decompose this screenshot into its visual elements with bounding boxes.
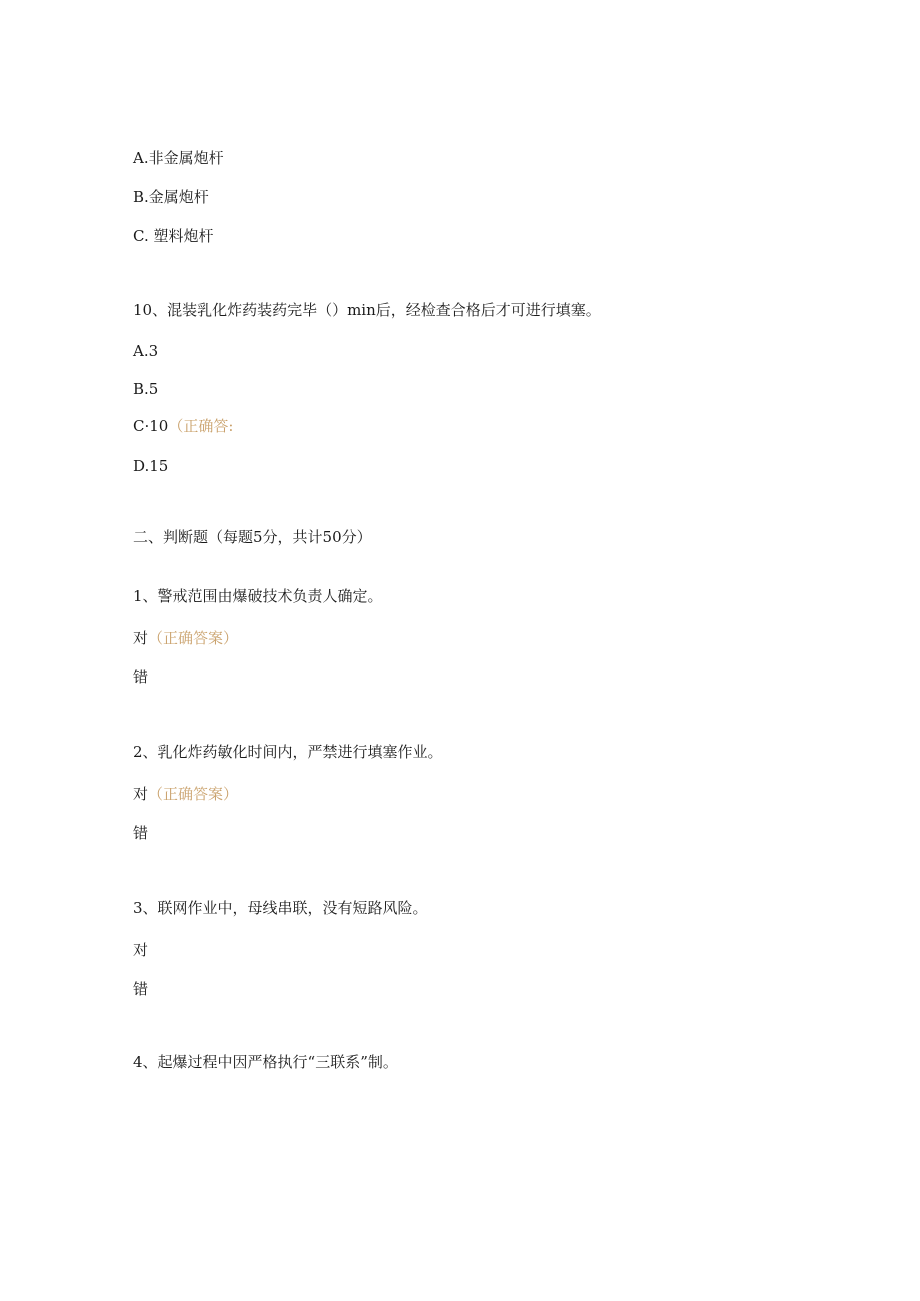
q10-option-a: A.3 [133, 342, 159, 360]
section-heading: 二、判断题（每题5分，共计50分） [133, 528, 372, 546]
tf2-true-label: 对 [133, 785, 149, 803]
q10-question: 10、混装乳化炸药装药完毕（）min后，经检查合格后才可进行填塞。 [133, 301, 601, 319]
q10-answer-note: （正确答: [168, 417, 234, 435]
q9-option-b: B.金属炮杆 [133, 188, 209, 206]
q10-option-d: D.15 [133, 457, 169, 475]
tf2-answer-note: （正确答案） [148, 785, 239, 803]
tf2-true [133, 784, 238, 804]
tf1-true [133, 628, 238, 648]
tf-question-4: 4、起爆过程中因严格执行“三联系”制。 [133, 1053, 398, 1071]
q9-option-c: C. 塑料炮杆 [133, 227, 214, 245]
q10-option-b: B.5 [133, 380, 159, 398]
tf-question-1: 1、警戒范围由爆破技术负责人确定。 [133, 587, 383, 605]
tf2-false: 错 [133, 824, 149, 842]
q10-option-c [133, 416, 233, 436]
tf1-true-label: 对 [133, 629, 149, 647]
q10-option-c-label: C·10 [133, 417, 169, 435]
tf-question-3: 3、联网作业中，母线串联，没有短路风险。 [133, 899, 428, 917]
tf-question-2: 2、乳化炸药敏化时间内，严禁进行填塞作业。 [133, 743, 443, 761]
q9-option-a: A.非金属炮杆 [133, 149, 224, 167]
tf3-false: 错 [133, 980, 149, 998]
tf1-answer-note: （正确答案） [148, 629, 239, 647]
tf3-true: 对 [133, 941, 149, 959]
tf1-false: 错 [133, 668, 149, 686]
